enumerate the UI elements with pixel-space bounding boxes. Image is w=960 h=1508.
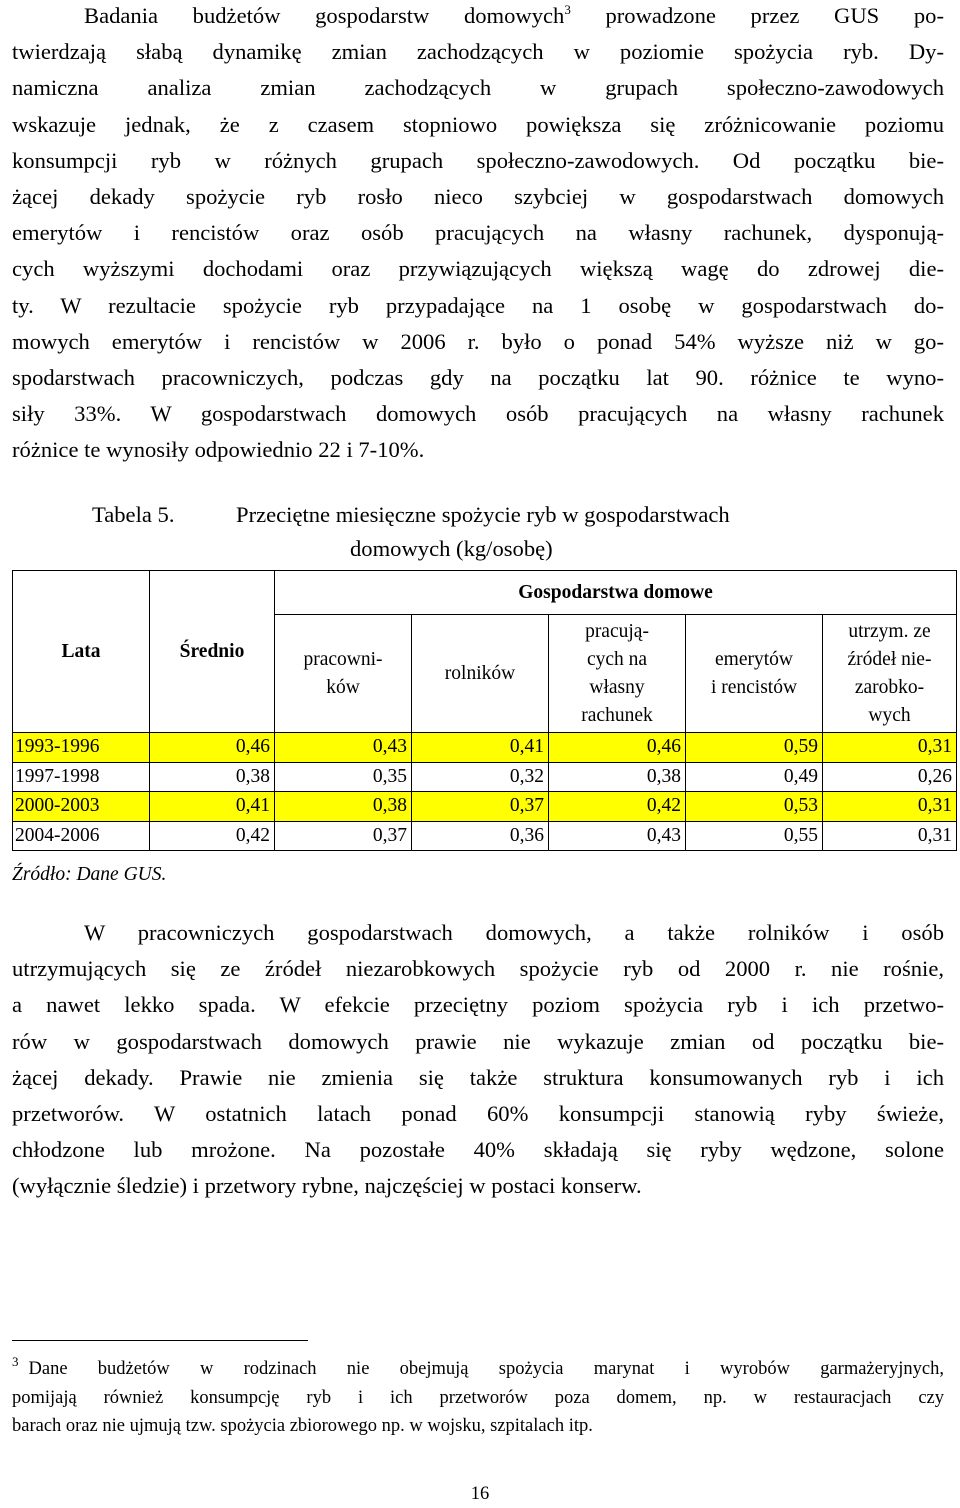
row-years: 2004-2006: [13, 821, 150, 851]
header-emerytow: emerytów i rencistów: [686, 615, 823, 733]
cell-utrzym: 0,31: [823, 733, 957, 763]
table-source: Źródło: Dane GUS.: [12, 864, 167, 885]
header-utrzym: utrzym. ze źródeł nie- zarobko- wych: [823, 615, 957, 733]
table-row: [13, 821, 957, 851]
header-srednio: Średnio: [150, 571, 275, 733]
intro-paragraph: [12, 0, 944, 468]
cell-utrzym: 0,31: [823, 821, 957, 851]
cell-pracownikow: 0,43: [275, 733, 412, 763]
cell-pracownikow: 0,37: [275, 821, 412, 851]
header-wlasny-rachunek: pracują- cych na własny rachunek: [549, 615, 686, 733]
fish-consumption-table: [12, 570, 957, 851]
cell-emerytow: 0,53: [686, 792, 823, 822]
paragraph-line: przetworów. W ostatnich latach ponad 60% konsumpcji stanowią ryby świeże,: [12, 1100, 944, 1126]
paragraph-line: wskazuje jednak, że z czasem stopniowo powiększa się zróżnicowanie poziomu: [12, 111, 944, 137]
paragraph-line: chłodzone lub mrożone. Na pozostałe 40% składają się ryby wędzone, solone: [12, 1137, 944, 1163]
cell-rolnikow: 0,32: [412, 762, 549, 792]
table-row: [13, 762, 957, 792]
paragraph-line: mowych emerytów i rencistów w 2006 r. było o ponad 54% wyższe niż w go-: [12, 328, 944, 354]
cell-wlasny: 0,38: [549, 762, 686, 792]
row-years: 1993-1996: [13, 733, 150, 763]
second-paragraph: [12, 915, 944, 1205]
paragraph-line: żącej dekady spożycie ryb rosło nieco szybciej w gospodarstwach domowych: [12, 183, 944, 209]
table-title-line-2: domowych (kg/osobę): [350, 536, 553, 561]
footnote-line: $^3$ Dane budżetów w rodzinach nie obejmują spożycia marynat i wyrobów garmażeryjnych,: [12, 1354, 944, 1379]
row-years: 2000-2003: [13, 792, 150, 822]
footnote-line: barach oraz nie ujmują tzw. spożycia zbiorowego np. w wojsku, szpitalach itp.: [12, 1416, 593, 1436]
cell-srednio: 0,41: [150, 792, 275, 822]
cell-rolnikow: 0,36: [412, 821, 549, 851]
footnote-separator: [12, 1340, 308, 1341]
table-row: [13, 792, 957, 822]
table-row: [13, 733, 957, 763]
cell-rolnikow: 0,41: [412, 733, 549, 763]
header-gospodarstwa-domowe: Gospodarstwa domowe: [275, 571, 957, 615]
paragraph-line: konsumpcji ryb w różnych grupach społeczno-zawodowych. Od początku bie-: [12, 147, 944, 173]
paragraph-line: żącej dekady. Prawie nie zmienia się także struktura konsumowanych ryb i ich: [12, 1064, 944, 1090]
paragraph-line: rów w gospodarstwach domowych prawie nie wykazuje zmian od początku bie-: [12, 1028, 944, 1054]
header-lata: Lata: [13, 571, 150, 733]
header-rolnikow: rolników: [412, 615, 549, 733]
cell-emerytow: 0,59: [686, 733, 823, 763]
footnote-number: 3: [12, 1354, 19, 1369]
paragraph-line: różnice te wynosiły odpowiednio 22 i 7-10%.: [12, 437, 425, 463]
cell-emerytow: 0,49: [686, 762, 823, 792]
header-pracownikow: pracowni- ków: [275, 615, 412, 733]
cell-rolnikow: 0,37: [412, 792, 549, 822]
cell-utrzym: 0,31: [823, 792, 957, 822]
cell-emerytow: 0,55: [686, 821, 823, 851]
cell-pracownikow: 0,35: [275, 762, 412, 792]
footnote: [12, 1355, 944, 1441]
paragraph-line: Badania budżetów gospodarstw domowych$^3$ prowadzone przez GUS po-: [84, 2, 944, 28]
cell-srednio: 0,46: [150, 733, 275, 763]
paragraph-line: namiczna analiza zmian zachodzących w grupach społeczno-zawodowych: [12, 75, 944, 101]
footnote-reference[interactable]: 3: [564, 2, 571, 17]
paragraph-line: twierdzają słabą dynamikę zmian zachodzących w poziomie spożycia ryb. Dy-: [12, 39, 944, 65]
cell-srednio: 0,42: [150, 821, 275, 851]
table-label: Tabela 5.: [92, 502, 175, 527]
cell-wlasny: 0,46: [549, 733, 686, 763]
paragraph-line: emerytów i rencistów oraz osób pracujących na własny rachunek, dysponują-: [12, 220, 944, 246]
paragraph-line: siły 33%. W gospodarstwach domowych osób pracujących na własny rachunek: [12, 401, 944, 427]
paragraph-line: ty. W rezultacie spożycie ryb przypadające na 1 osobę w gospodarstwach do-: [12, 292, 944, 318]
paragraph-line: utrzymujących się ze źródeł niezarobkowych spożycie ryb od 2000 r. nie rośnie,: [12, 956, 944, 982]
cell-wlasny: 0,43: [549, 821, 686, 851]
cell-wlasny: 0,42: [549, 792, 686, 822]
page-number: 16: [470, 1484, 490, 1504]
cell-srednio: 0,38: [150, 762, 275, 792]
paragraph-line: spodarstwach pracowniczych, podczas gdy na początku lat 90. różnice te wyno-: [12, 364, 944, 390]
paragraph-line: a nawet lekko spada. W efekcie przeciętny poziom spożycia ryb i ich przetwo-: [12, 992, 944, 1018]
paragraph-line: cych wyższymi dochodami oraz przywiązujących większą wagę do zdrowej die-: [12, 256, 944, 282]
cell-utrzym: 0,26: [823, 762, 957, 792]
cell-pracownikow: 0,38: [275, 792, 412, 822]
table-title-line-1: Przeciętne miesięczne spożycie ryb w gospodarstwach: [236, 502, 730, 527]
row-years: 1997-1998: [13, 762, 150, 792]
paragraph-line: W pracowniczych gospodarstwach domowych, a także rolników i osób: [84, 920, 944, 945]
paragraph-line: (wyłącznie śledzie) i przetwory rybne, najczęściej w postaci konserw.: [12, 1173, 642, 1199]
footnote-line: pomijają również konsumpcję ryb i ich przetworów poza domem, np. w restauracjach czy: [12, 1387, 944, 1408]
